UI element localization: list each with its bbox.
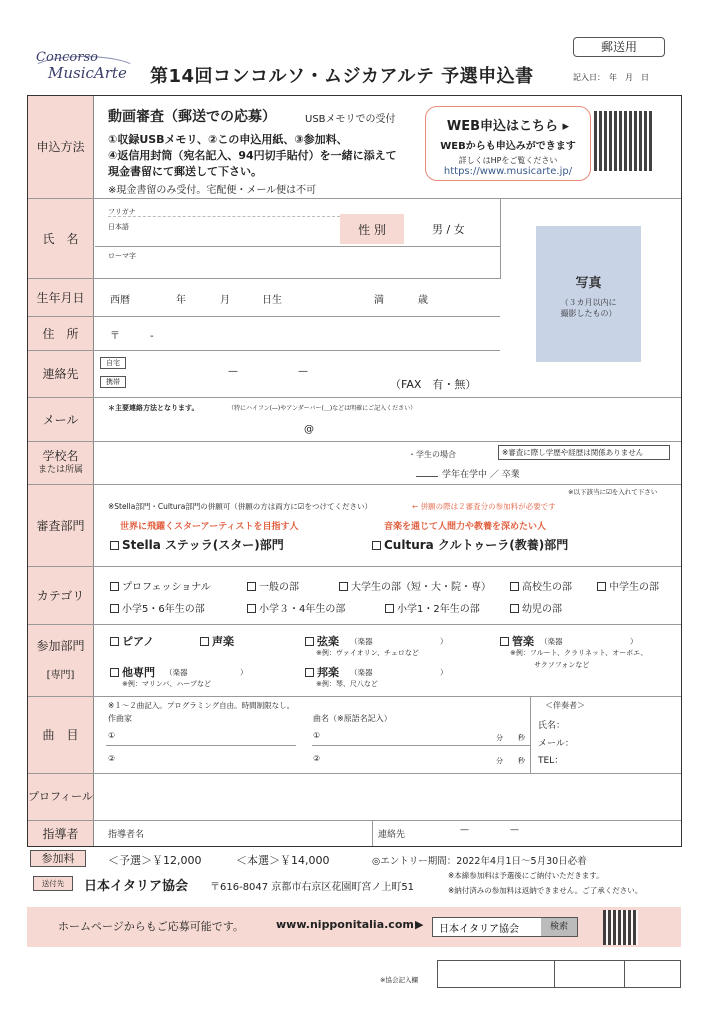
- qr-code-icon: [594, 111, 654, 171]
- birth-year: 年: [176, 295, 186, 306]
- apply-label: 申込方法: [28, 96, 94, 198]
- cat-general[interactable]: 一般の部: [247, 578, 299, 593]
- teacher-name[interactable]: 指導者名: [108, 830, 145, 840]
- stella-text: Stella ステッラ(スター)部門: [122, 538, 284, 552]
- acc-tel[interactable]: TEL：: [538, 756, 564, 766]
- web-title: WEB申込はこちら ▸: [446, 119, 570, 134]
- logo-line2: MusicArte: [48, 64, 127, 82]
- footer-url[interactable]: www.nipponitalia.com: [276, 918, 414, 931]
- song-label: 曲 目: [28, 697, 94, 773]
- teacher-dash-1: —: [460, 825, 469, 835]
- composer-head: 作曲家: [108, 714, 132, 723]
- stella-option[interactable]: [110, 536, 284, 553]
- mail-badge: 郵送用: [573, 37, 665, 57]
- winds-example2: サクソフォンなど: [534, 661, 590, 669]
- arrow-right-icon: ▶: [415, 918, 424, 931]
- cat-middleschool[interactable]: 中学生の部: [597, 578, 659, 593]
- web-more: 詳しくはHPをご覧ください: [458, 156, 558, 165]
- apply-note: ※現金書留のみ受付。宅配便・メール便は不可: [108, 185, 317, 196]
- cultura-checkbox[interactable]: [372, 541, 381, 550]
- mail-at: @: [304, 424, 314, 435]
- fax-option[interactable]: （FAX 有・無）: [390, 378, 477, 391]
- search-box[interactable]: [432, 917, 578, 937]
- mail-note: ＊主要連絡方法となります。: [108, 404, 199, 412]
- cultura-option[interactable]: [372, 536, 568, 553]
- composer-2[interactable]: ②: [108, 754, 116, 763]
- apply-line2: ④返信用封筒（宛名記入、94円切手貼付）を一緒に添えて: [108, 149, 397, 162]
- send-label: 送付先: [33, 876, 73, 891]
- school-label2: または所属: [37, 465, 83, 475]
- cat-elem56[interactable]: 小学5・6年生の部: [110, 600, 205, 615]
- division-top-note: ※以下該当に☑を入れて下さい: [568, 488, 658, 496]
- title-head: 曲名（※原語名記入）: [313, 714, 392, 723]
- apply-line3: 現金書留にて郵送して下さい。: [108, 165, 262, 178]
- japanese-label: 日本語: [108, 223, 129, 231]
- address-label: 住 所: [28, 317, 94, 350]
- mobile-tag: 携帯: [100, 376, 126, 388]
- phone-dash-1: —: [228, 366, 238, 377]
- teacher-dash-2: —: [510, 825, 519, 835]
- photo-title: 写真: [575, 276, 602, 291]
- part-label1: 参加部門: [36, 638, 85, 653]
- fee-note2: ※納付済みの参加料は返納できません。ご了承ください。: [448, 886, 643, 895]
- birth-day: 日生: [262, 295, 282, 306]
- sec-1: 秒: [518, 734, 525, 742]
- cultura-text: Cultura クルトゥーラ(教養)部門: [384, 538, 569, 552]
- combo-warning: ← 併願の際は２審査分の参加料が必要です: [412, 502, 556, 511]
- name-label: 氏 名: [28, 199, 94, 278]
- part-strings[interactable]: 弦楽: [305, 633, 339, 649]
- sex-options[interactable]: 男 / 女: [432, 223, 465, 236]
- apply-line1: ①収録USBメモリ、②この申込用紙、③参加料、: [108, 133, 348, 146]
- stella-desc: 世界に飛躍くスターアーティストを目指す人: [120, 522, 299, 532]
- combo-note: ※Stella部門・Cultura部門の併願可（併願の方は両方に☑をつけてください）: [108, 502, 373, 511]
- min-2: 分: [496, 757, 503, 765]
- category-label: カテゴリ: [28, 567, 94, 624]
- division-label: 審査部門: [28, 485, 94, 566]
- mail-note-small: （特にハイフン(—)やアンダーバー(＿)などは明確にご記入ください）: [228, 405, 417, 412]
- qr-code-small-icon: [603, 910, 638, 945]
- birth-full: 満: [374, 295, 384, 306]
- mail-label: メール: [28, 398, 94, 441]
- japanese-example: ※例：琴、尺八など: [316, 680, 378, 688]
- web-apply-box[interactable]: [425, 106, 591, 181]
- school-label1: 学校名: [42, 449, 79, 463]
- roman-label: ローマ字: [108, 252, 136, 260]
- part-label2: [専門]: [46, 669, 75, 681]
- cat-elem34[interactable]: 小学３・4年生の部: [247, 600, 345, 615]
- furigana-label: フリガナ: [108, 208, 136, 216]
- acc-head: ＜伴奏者＞: [545, 701, 585, 710]
- search-input[interactable]: [433, 918, 541, 936]
- apply-heading: 動画審査（郵送での応募）: [108, 109, 276, 125]
- contact-label: 連絡先: [28, 351, 94, 397]
- strings-instrument[interactable]: （楽器 ）: [350, 637, 448, 646]
- entry-period: ◎エントリー期間：2022年4月1日〜5月30日必着: [372, 856, 587, 867]
- cat-elem12[interactable]: 小学1・2年生の部: [385, 600, 480, 615]
- photo-box: [536, 226, 641, 362]
- fee-label: 参加料: [30, 850, 86, 867]
- min-1: 分: [496, 734, 503, 742]
- school-note: ※審査に際し学歴や経歴は関係ありません: [498, 445, 670, 460]
- usb-note: USBメモリでの受付: [305, 114, 396, 125]
- teacher-contact[interactable]: 連絡先: [378, 830, 406, 840]
- acc-name[interactable]: 氏名：: [538, 721, 566, 731]
- footer-hp-text: ホームページからもご応募可能です。: [58, 920, 244, 933]
- part-label: [28, 625, 94, 696]
- send-address: 〒616-8047 京都市右京区花園町宮ノ上町51: [210, 882, 415, 893]
- web-sub: WEBからも申込みができます: [440, 141, 576, 152]
- birth-month: 月: [220, 295, 230, 306]
- logo: [30, 50, 140, 90]
- assoc-note: ※協会記入欄: [380, 976, 418, 984]
- other-instrument[interactable]: （楽器 ）: [165, 668, 248, 677]
- photo-note2: 撮影したもの）: [560, 309, 617, 318]
- assoc-box: [437, 960, 681, 988]
- sec-2: 秒: [518, 757, 525, 765]
- photo-note1: （３カ月以内に: [560, 298, 617, 307]
- home-tag: 自宅: [100, 357, 126, 369]
- fee-main: ＜本選＞￥14,000: [236, 854, 330, 867]
- school-label: [28, 442, 94, 484]
- postal-mark: 〒 -: [110, 331, 154, 342]
- japanese-instrument[interactable]: （楽器 ）: [350, 668, 448, 677]
- part-piano[interactable]: ピアノ: [110, 633, 154, 649]
- winds-example1: ※例：フルート、クラリネット、オーボエ、: [510, 649, 648, 657]
- grade-status[interactable]: 学年在学中 ／ 卒業: [442, 470, 520, 480]
- strings-example: ※例：ヴァイオリン、チェロなど: [316, 649, 419, 657]
- birth-western: 西暦: [110, 295, 130, 306]
- student-case: ・学生の場合: [408, 450, 456, 459]
- acc-mail[interactable]: メール：: [538, 739, 574, 749]
- part-voice[interactable]: 声楽: [200, 633, 234, 649]
- web-url[interactable]: https://www.musicarte.jp/: [443, 166, 573, 177]
- fee-pre: ＜予選＞￥12,000: [108, 854, 202, 867]
- sex-label: 性 別: [340, 214, 404, 244]
- birth-label: 生年月日: [28, 279, 94, 316]
- part-other[interactable]: 他専門: [110, 664, 155, 680]
- cat-preschool[interactable]: 幼児の部: [510, 600, 562, 615]
- cat-university[interactable]: 大学生の部（短・大・院・専）: [339, 578, 491, 593]
- logo-line1: Concorso: [36, 50, 98, 65]
- part-winds[interactable]: 管楽: [500, 633, 534, 649]
- send-org: 日本イタリア協会: [84, 879, 189, 894]
- composer-1[interactable]: ①: [108, 731, 116, 740]
- part-japanese[interactable]: 邦楽: [305, 664, 339, 680]
- phone-dash-2: —: [298, 366, 308, 377]
- fee-note1: ※本線参加料は予選後にご納付いただきます。: [448, 871, 604, 880]
- title-2[interactable]: ②: [313, 754, 321, 763]
- cat-highschool[interactable]: 高校生の部: [510, 578, 572, 593]
- birth-age: 歳: [418, 295, 428, 306]
- record-date: 記入日： 年 月 日: [573, 73, 649, 82]
- cultura-desc: 音楽を通じて人間力や教養を深めたい人: [384, 522, 547, 532]
- stella-checkbox[interactable]: [110, 541, 119, 550]
- teacher-label: 指導者: [28, 821, 94, 846]
- song-note: ※１〜２曲記入。プログラミング自由。時間制限なし。: [108, 701, 295, 710]
- title-1[interactable]: ①: [313, 731, 321, 740]
- search-button[interactable]: 検索: [541, 918, 577, 936]
- page-title: 第14回コンコルソ・ムジカアルテ 予選申込書: [150, 66, 534, 87]
- winds-instrument[interactable]: （楽器 ）: [540, 637, 638, 646]
- profile-label: プロフィール: [28, 774, 94, 820]
- cat-pro[interactable]: プロフェッショナル: [110, 578, 211, 593]
- other-example: ※例：マリンバ、ハープなど: [122, 680, 212, 688]
